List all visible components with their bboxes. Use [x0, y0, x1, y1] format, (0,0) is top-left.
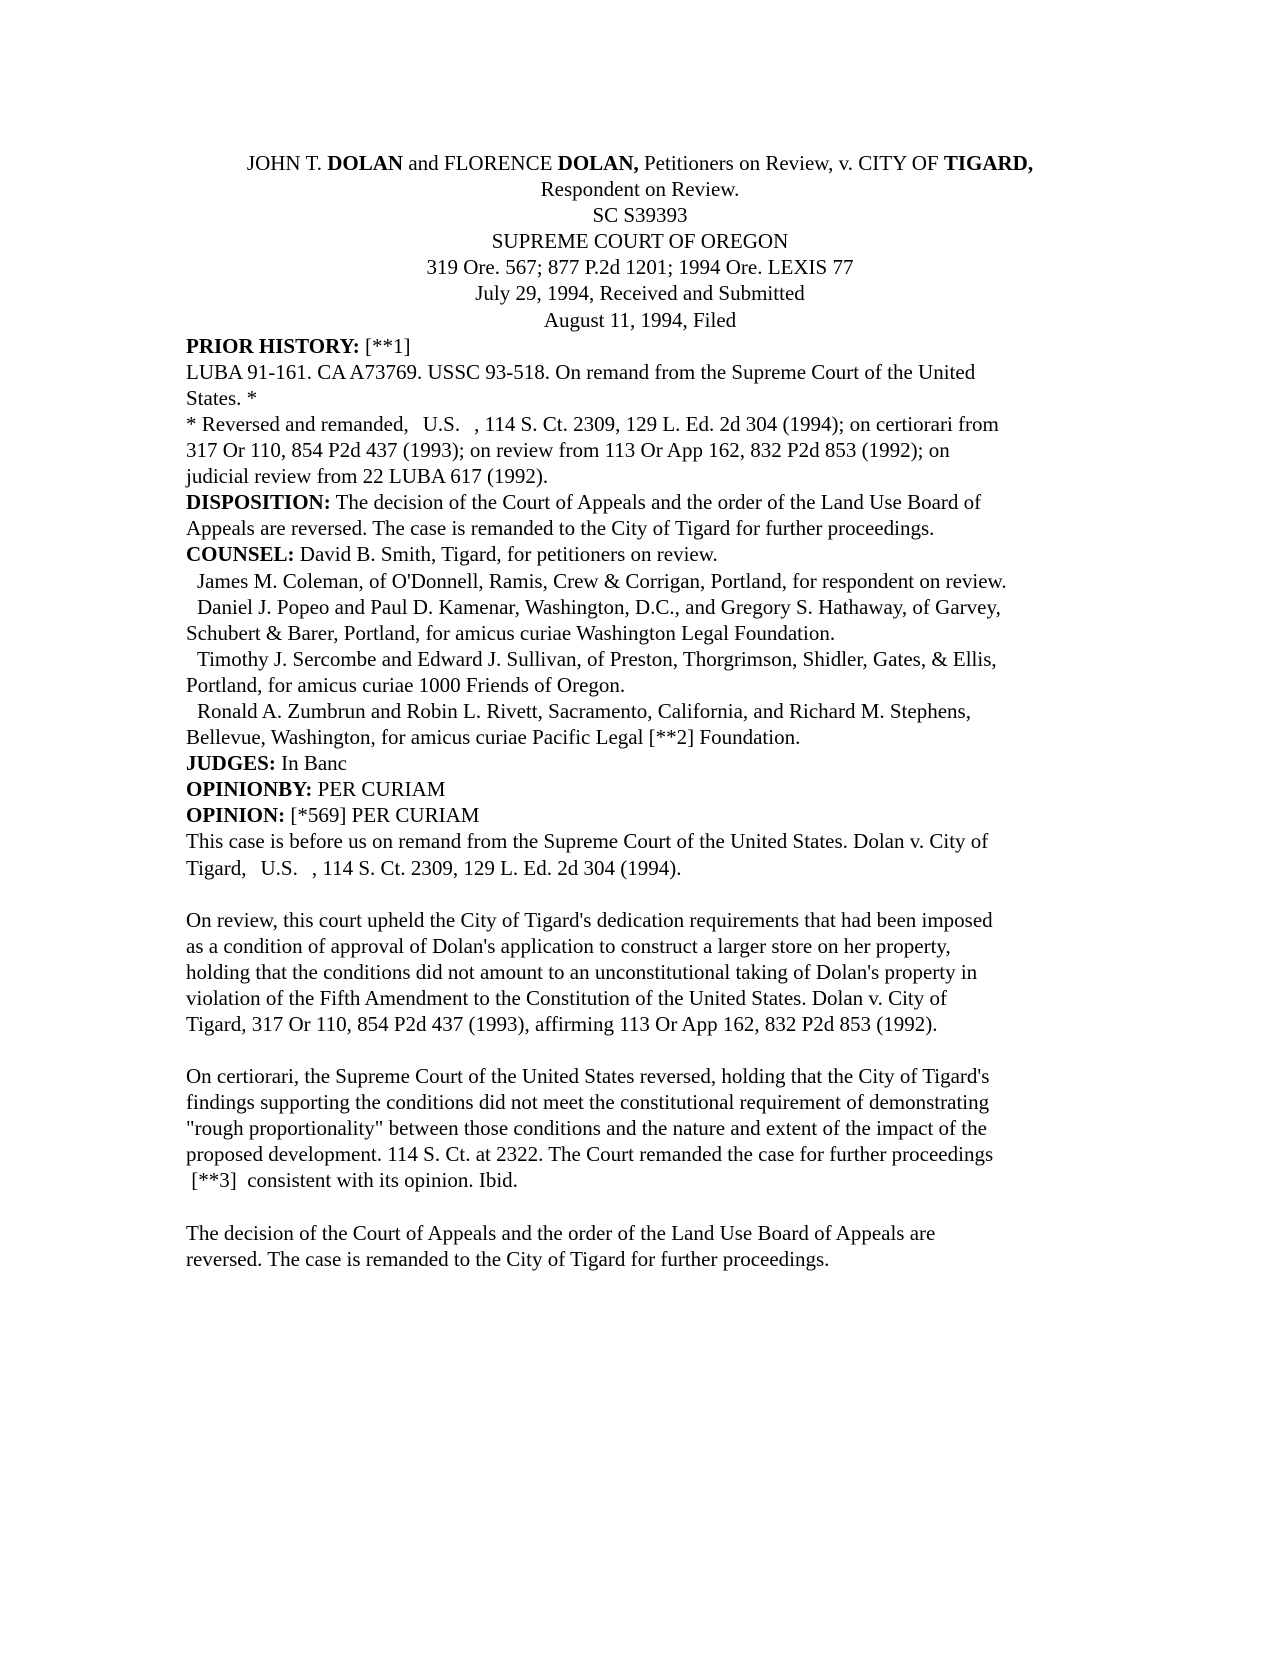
disposition-line: Appeals are reversed. The case is remanded to the City of Tigard for further proceedings.: [186, 516, 935, 541]
prior-history-line: 317 Or 110, 854 P2d 437 (1993); on review from 113 Or App 162, 832 P2d 853 (1992); on: [186, 438, 950, 463]
filed-date: August 11, 1994, Filed: [543, 307, 737, 332]
court-name: SUPREME COURT OF OREGON: [491, 229, 789, 254]
opinionby-line: OPINIONBY: PER CURIAM: [186, 777, 446, 802]
case-caption: [186, 150, 1094, 333]
opinion-paragraph-3: On certiorari, the Supreme Court of the United States reversed, holding that the City of Tigard's findings supporting the conditions did not meet the constitutional requirement of demonstrating "rough proportionality" between those conditions and the nature and extent of the impact of the proposed development. 114 S. Ct. at 2322. The Court remanded the case for further proceedings [**3] consistent with its opinion. Ibid.: [186, 1064, 994, 1193]
judges-line: JUDGES: In Banc: [186, 751, 348, 776]
prior-history-line: States. *: [186, 385, 258, 410]
counsel-line: Timothy J. Sercombe and Edward J. Sullivan, of Preston, Thorgrimson, Shidler, Gates, & Ellis,: [197, 646, 997, 671]
caption-line: Respondent on Review.: [540, 177, 740, 202]
opinion-line: OPINION: [*569] PER CURIAM: [186, 803, 480, 828]
opinion-paragraph-1: This case is before us on remand from the Supreme Court of the United States. Dolan v. City of Tigard, U.S. , 114 S. Ct. 2309, 129 L. Ed. 2d 304 (1994).: [186, 829, 989, 880]
opinion-paragraph-2: On review, this court upheld the City of Tigard's dedication requirements that had been imposed as a condition of approval of Dolan's application to construct a larger store on her property, holding that the conditions did not amount to an unconstitutional taking of Dolan's property in violation of the Fifth Amendment to the Constitution of the United States. Dolan v. City of Tigard, 317 Or 110, 854 P2d 437 (1993), affirming 113 Or App 162, 832 P2d 853 (1992).: [186, 907, 993, 1036]
party-name: TIGARD,: [943, 151, 1034, 175]
counsel-line: Portland, for amicus curiae 1000 Friends of Oregon.: [186, 672, 626, 697]
party-name: DOLAN,: [557, 151, 639, 175]
citation: 319 Ore. 567; 877 P.2d 1201; 1994 Ore. LEXIS 77: [426, 255, 854, 280]
judges-label: JUDGES:: [186, 751, 276, 776]
prior-history-label: PRIOR HISTORY:: [186, 333, 360, 358]
counsel-label: COUNSEL:: [186, 542, 295, 567]
prior-history-line: * Reversed and remanded, U.S. , 114 S. Ct. 2309, 129 L. Ed. 2d 304 (1994); on certiorari from: [186, 411, 999, 436]
prior-history-line: judicial review from 22 LUBA 617 (1992).: [186, 464, 549, 489]
counsel-line: Bellevue, Washington, for amicus curiae Pacific Legal [**2] Foundation.: [186, 725, 801, 750]
counsel-line: Ronald A. Zumbrun and Robin L. Rivett, Sacramento, California, and Richard M. Stephens,: [197, 698, 971, 723]
caption-parties: JOHN T. DOLAN and FLORENCE DOLAN, Petitioners on Review, v. CITY OF TIGARD,: [246, 151, 1034, 175]
document-page: [186, 150, 1094, 1272]
opinionby-label: OPINIONBY:: [186, 777, 313, 802]
counsel-line: Schubert & Barer, Portland, for amicus curiae Washington Legal Foundation.: [186, 620, 836, 645]
opinion-paragraph-4: The decision of the Court of Appeals and the order of the Land Use Board of Appeals are reversed. The case is remanded to the City of Tigard for further proceedings.: [186, 1220, 936, 1271]
opinion-label: OPINION:: [186, 803, 286, 828]
page-marker: [**1]: [359, 333, 411, 358]
submitted-date: July 29, 1994, Received and Submitted: [475, 281, 805, 306]
prior-history-line: LUBA 91-161. CA A73769. USSC 93-518. On remand from the Supreme Court of the United: [186, 359, 976, 384]
counsel-line: Daniel J. Popeo and Paul D. Kamenar, Washington, D.C., and Gregory S. Hathaway, of Garvey,: [197, 594, 1001, 619]
docket-number: SC S39393: [592, 203, 688, 228]
counsel-section: COUNSEL: David B. Smith, Tigard, for petitioners on review. James M. Coleman, of O'Donnell, Ramis, Crew & Corrigan, Portland, for respondent on review. Daniel J. Popeo and Paul D. Kamenar, Washington, D.C., and Gregory S. Hathaway, of Garvey, Schubert & Barer, Portland, for amicus curiae Washington Legal Foundation. Timothy J. Sercombe and Edward J. Sullivan, of Preston, Thorgrimson, Shidler, Gates, & Ellis, Portland, for amicus curiae 1000 Friends of Oregon. Ronald A. Zumbrun and Robin L. Rivett, Sacramento, California, and Richard M. Stephens, Bellevue, Washington, for amicus curiae Pacific Legal [**2] Foundation.: [186, 541, 1094, 750]
prior-history-section: [186, 333, 1094, 490]
disposition-label: DISPOSITION:: [186, 490, 331, 515]
disposition-section: DISPOSITION: The decision of the Court of Appeals and the order of the Land Use Board of Appeals are reversed. The case is remanded to the City of Tigard for further proceedings.: [186, 489, 1094, 541]
counsel-line: James M. Coleman, of O'Donnell, Ramis, Crew & Corrigan, Portland, for respondent on review.: [197, 568, 1007, 593]
party-name: DOLAN: [327, 151, 404, 175]
